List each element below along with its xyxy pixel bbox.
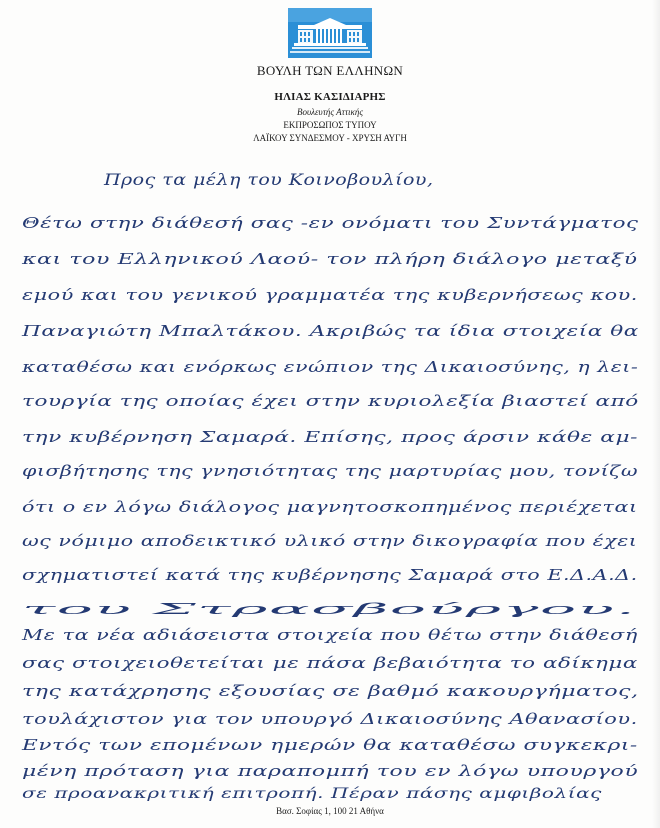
footer-address: Βασ. Σοφίας 1, 100 21 Αθήνα	[276, 806, 384, 816]
letter-line: της κατάχρησης εξουσίας σε βαθμό κακουργήματος,	[22, 682, 639, 700]
mp-party: ΛΑΪΚΟΥ ΣΥΝΔΕΣΜΟΥ - ΧΡΥΣΗ ΑΥΓΗ	[253, 133, 407, 143]
letter-line: εμού και του γενικού γραμματέα της κυβερνήσεως κου.	[22, 286, 638, 304]
page-edge	[652, 0, 660, 828]
letter-line: σχηματιστεί κατά της κυβέρνησης Σαμαρά στο Ε.Δ.Α.Δ.	[22, 566, 638, 584]
letter-line: τουργία της οποίας έχει στην κυριολεξία βιαστεί από	[22, 392, 639, 410]
letter-line: και του Ελληνικού Λαού- τον πλήρη διάλογο μεταξύ	[22, 250, 638, 268]
letter-line: Με τα νέα αδιάσειστα στοιχεία που θέτω στην διάθεσή	[22, 626, 638, 644]
letter-line: Παναγιώτη Μπαλτάκου. Ακριβώς τα ίδια στοιχεία θα	[22, 322, 639, 340]
letter-line: ως νόμιμο αποδεικτικό υλικό στην δικογραφία που έχει	[22, 532, 638, 550]
letter-line: σε προανακριτική επιτροπή. Πέραν πάσης αμφιβολίας	[22, 786, 602, 802]
letter-line: σας στοιχειοθετείται με πάσα βεβαιότητα το αδίκημα	[22, 654, 638, 672]
letter-line: μένη πρόταση για παραπομπή του εν λόγω υπουργού	[22, 762, 639, 780]
mp-role: Βουλευτής Αττικής	[296, 107, 363, 117]
letter-line: Εντός των επομένων ημερών θα καταθέσω συγκεκρι-	[22, 736, 638, 754]
letter-line: του Στρασβούργου.	[22, 600, 637, 618]
letter-line: Προς τα μέλη του Κοινοβουλίου,	[104, 170, 434, 189]
letter-line: τουλάχιστον για τον υπουργό Δικαιοσύνης Αθανασίου.	[22, 710, 638, 728]
letter-line: ότι ο εν λόγω διάλογος μαγνητοσκοπημένος περιέχεται	[22, 498, 638, 516]
parliament-name: ΒΟΥΛΗ ΤΩΝ ΕΛΛΗΝΩΝ	[256, 63, 404, 78]
letter-line: Θέτω στην διάθεσή σας -εν ονόματι του Συντάγματος	[22, 214, 639, 232]
mp-name: ΗΛΙΑΣ ΚΑΣΙΔΙΑΡΗΣ	[274, 91, 386, 103]
mp-title: ΕΚΠΡΟΣΩΠΟΣ ΤΥΠΟΥ	[283, 120, 377, 130]
letter-line: την κυβέρνηση Σαμαρά. Επίσης, προς άρσιν κάθε αμ-	[22, 428, 639, 446]
letter-line: καταθέσω και ενόρκως ενώπιον της Δικαιοσύνης, η λει-	[22, 358, 639, 376]
letter-line: φισβήτησης της γνησιότητας της μαρτυρίας μου, τονίζω	[22, 462, 639, 480]
